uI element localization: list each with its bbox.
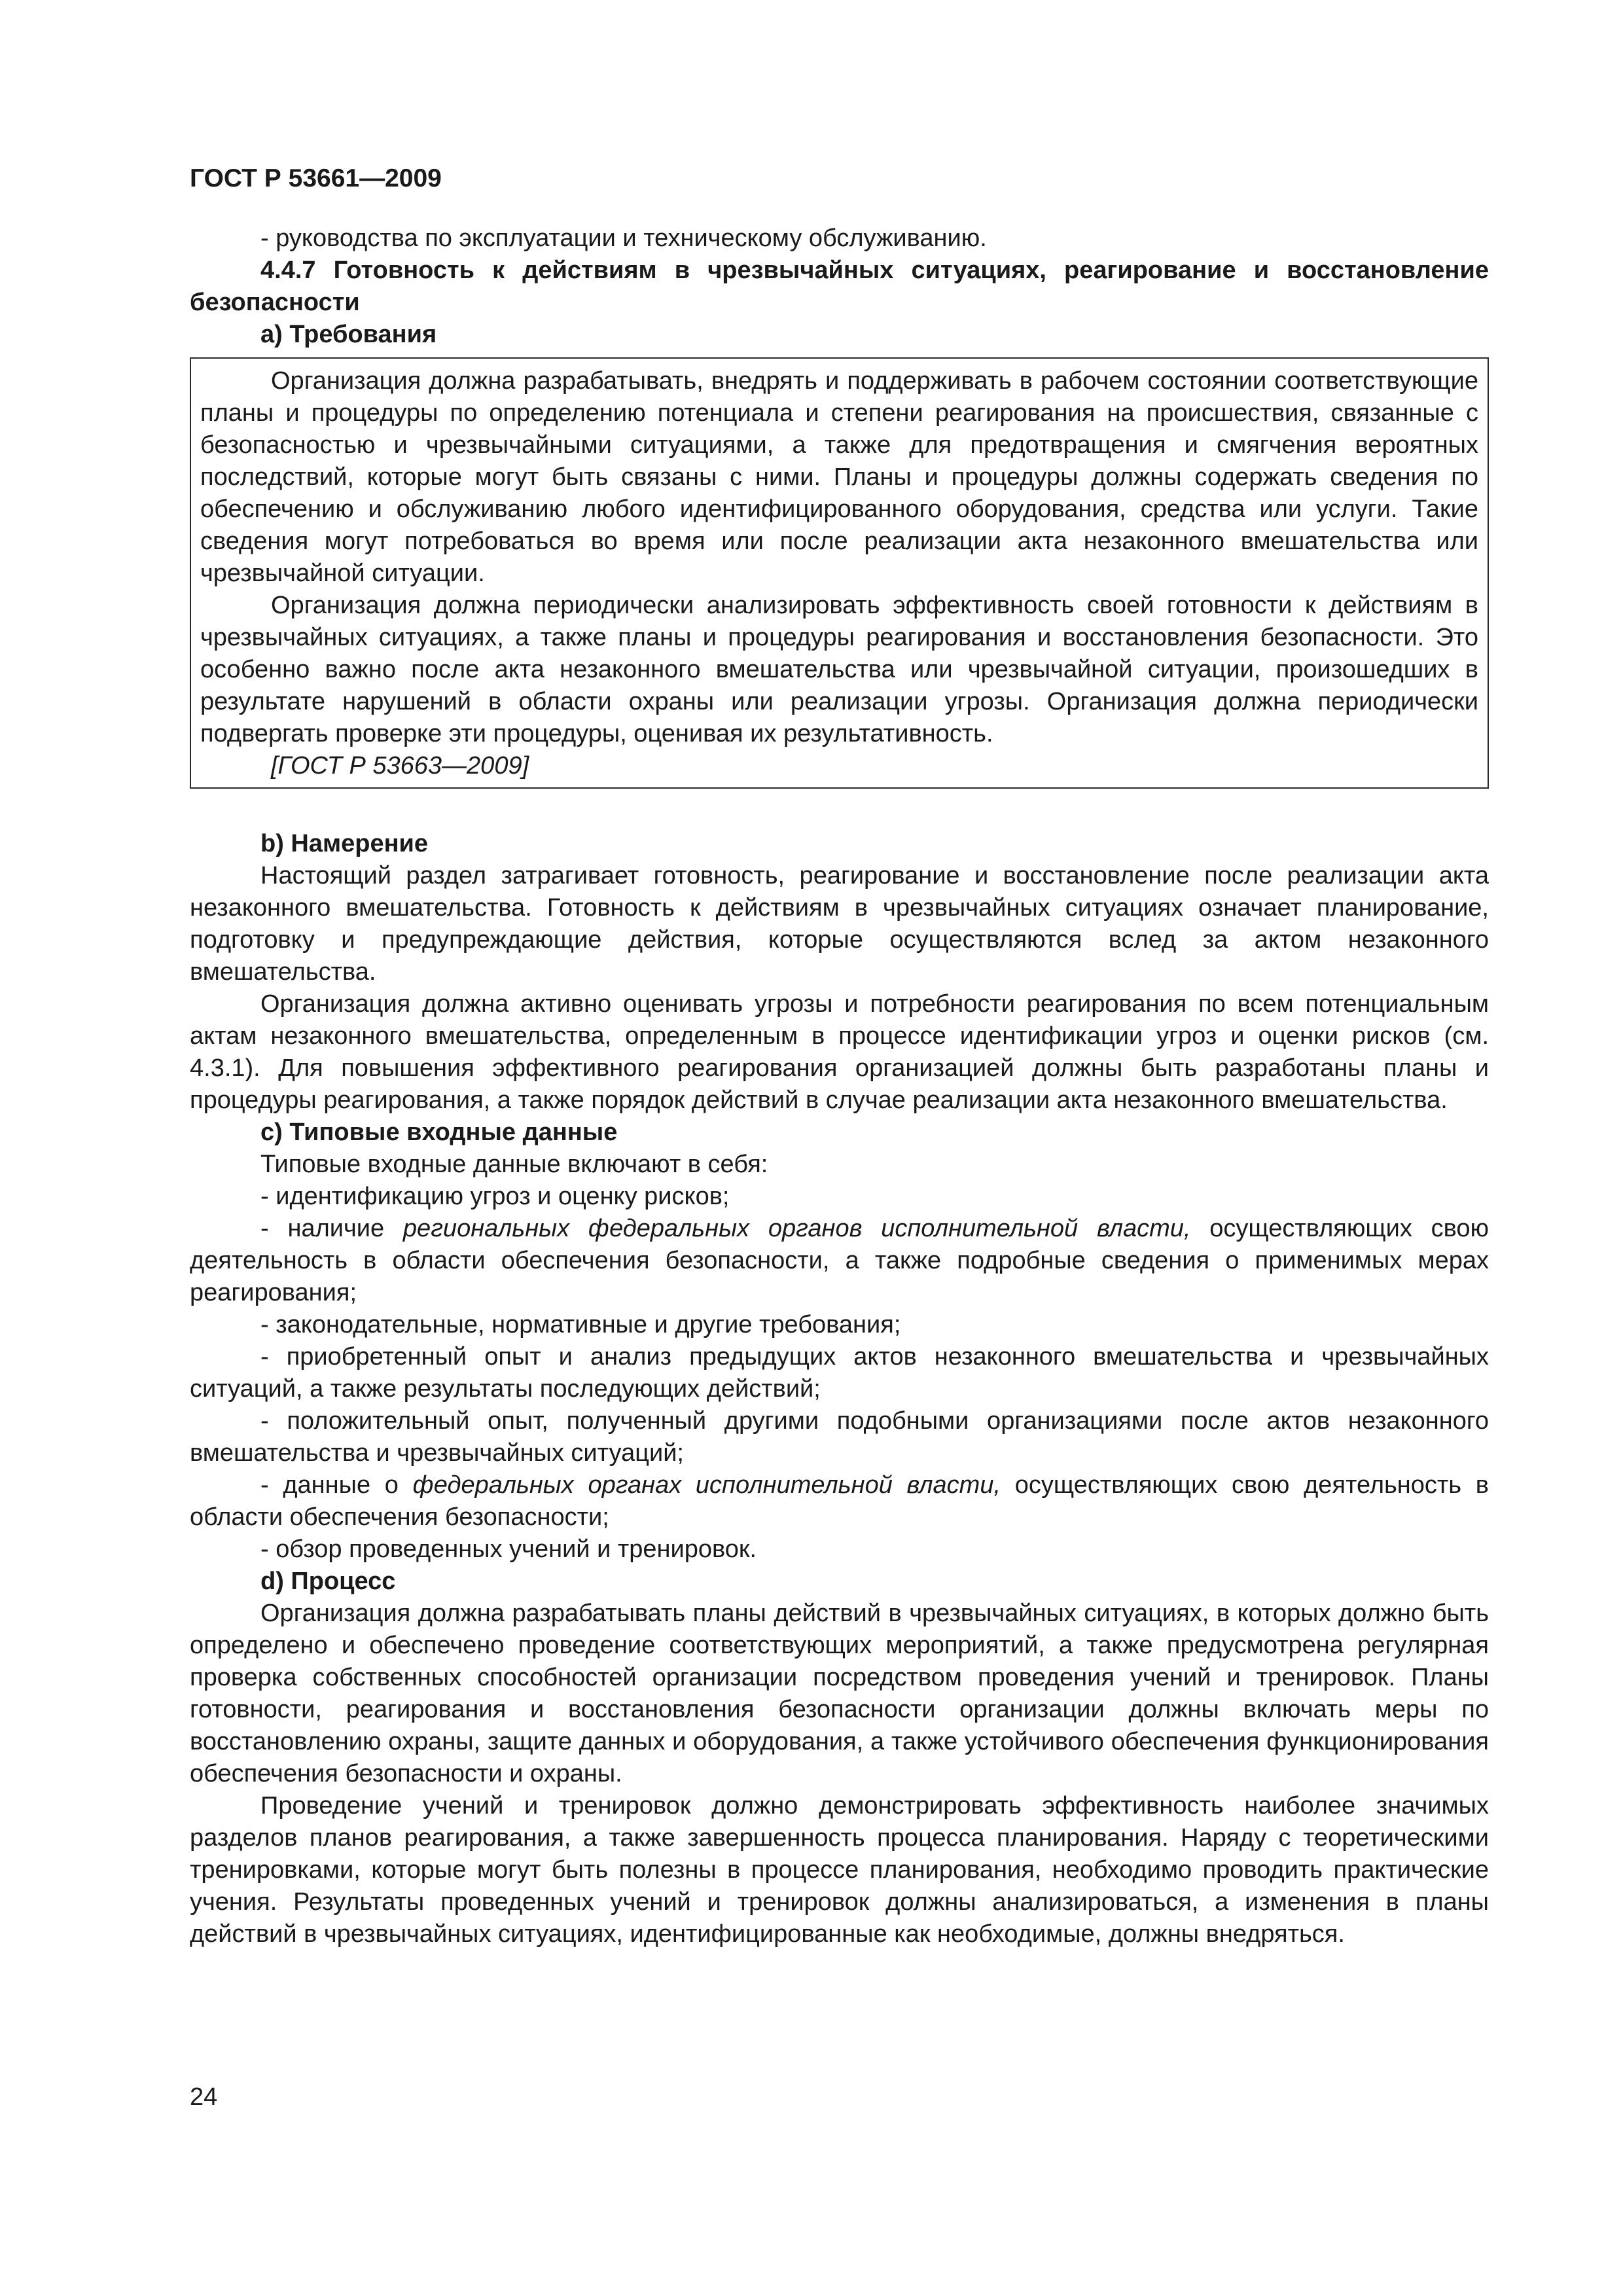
subsection-heading-b: b) Намерение [260,830,429,857]
box-paragraph: Организация должна разрабатывать, внедрять и поддерживать в рабочем состоянии соответствующие планы и процедуры по определению потенциала и степени реагирования на происшествия, связанные с безопасностью и чрезвычайными ситуациями, а также для предотвращения и смягчения вероятных последствий, которые могут быть связаны с ними. Планы и процедуры должны содержать сведения по обеспечению и обслуживанию любого идентифицированного оборудования, средства или услуги. Такие сведения могут потребоваться во время или после реализации акта незаконного вмешательства или чрезвычайной ситуации. [200,367,1478,587]
document-header: ГОСТ Р 53661—2009 [190,164,442,192]
list-item: - положительный опыт, полученный другими подобными организациями после актов незаконного вмешательства и чрезвычайных ситуаций; [190,1407,1489,1467]
list-item: - обзор проведенных учений и тренировок. [260,1535,757,1563]
list-item: - руководства по эксплуатации и техническому обслуживанию. [260,224,987,252]
list-item-text: - данные о [260,1471,413,1499]
subsection-heading-a: a) Требования [260,321,437,348]
list-item: - идентификацию угроз и оценку рисков; [260,1183,730,1210]
subsection-heading-d: d) Процесс [260,1568,396,1595]
document-body [190,223,1489,1950]
paragraph: Проведение учений и тренировок должно демонстрировать эффективность наиболее значимых разделов планов реагирования, а также завершенность процесса планирования. Наряду с теоретическими тренировками, которые могут быть полезны в процессе планирования, необходимо проводить практические учения. Результаты проведенных учений и тренировок должны анализироваться, а изменения в планы действий в чрезвычайных ситуациях, идентифицированные как необходимые, должны внедряться. [190,1792,1489,1948]
list-item-text: - наличие [260,1215,403,1242]
paragraph: Организация должна активно оценивать угрозы и потребности реагирования по всем потенциальным актам незаконного вмешательства, определенным в процессе идентификации угроз и оценки рисков (см. 4.3.1). Для повышения эффективного реагирования организацией должны быть разработаны планы и процедуры реагирования, а также порядок действий в случае реализации акта незаконного вмешательства. [190,990,1489,1114]
list-item-emphasis: федеральных органах исполнительной власти, [412,1471,1001,1499]
paragraph: Организация должна разрабатывать планы действий в чрезвычайных ситуациях, в которых должно быть определено и обеспечено проведение соответствующих мероприятий, а также предусмотрена регулярная проверка собственных способностей организации посредством проведения учений и тренировок. Планы готовности, реагирования и восстановления безопасности организации должны включать меры по восстановлению охраны, защите данных и оборудования, а также устойчивого обеспечения функционирования обеспечения безопасности и охраны. [190,1600,1489,1787]
subsection-heading-c: c) Типовые входные данные [260,1119,618,1146]
list-item [190,1213,1489,1309]
list-item-text: осуществляющих свою деятельность в области обеспечения безопасности, а также подробные сведения о применимых мерах реагирования; [190,1215,1489,1306]
box-paragraph: Организация должна периодически анализировать эффективность своей готовности к действиям в чрезвычайных ситуациях, а также планы и процедуры реагирования и восстановления безопасности. Это особенно важно после акта незаконного вмешательства или чрезвычайной ситуации, произошедших в результате нарушений в области охраны или реализации угрозы. Организация должна периодически подвергать проверке эти процедуры, оценивая их результативность. [200,592,1478,747]
page-number: 24 [190,2083,218,2111]
paragraph: Типовые входные данные включают в себя: [260,1151,768,1178]
list-item-text: осуществляющих свою деятельность в области обеспечения безопасности; [190,1471,1489,1531]
list-item [190,1469,1489,1534]
list-item: - приобретенный опыт и анализ предыдущих актов незаконного вмешательства и чрезвычайных ситуаций, а также результаты последующих действий; [190,1343,1489,1403]
list-item-emphasis: региональных федеральных органов исполнительной власти, [402,1215,1191,1242]
section-title: 4.4.7 Готовность к действиям в чрезвычайных ситуациях, реагирование и восстановление безопасности [190,257,1489,316]
box-reference: [ГОСТ Р 53663—2009] [271,752,529,780]
requirements-box [190,357,1489,789]
paragraph: Настоящий раздел затрагивает готовность, реагирование и восстановление после реализации акта незаконного вмешательства. Готовность к действиям в чрезвычайных ситуациях означает планирование, подготовку и предупреждающие действия, которые осуществляются вслед за актом незаконного вмешательства. [190,862,1489,986]
document-page [190,0,1489,2296]
list-item: - законодательные, нормативные и другие требования; [260,1311,901,1338]
